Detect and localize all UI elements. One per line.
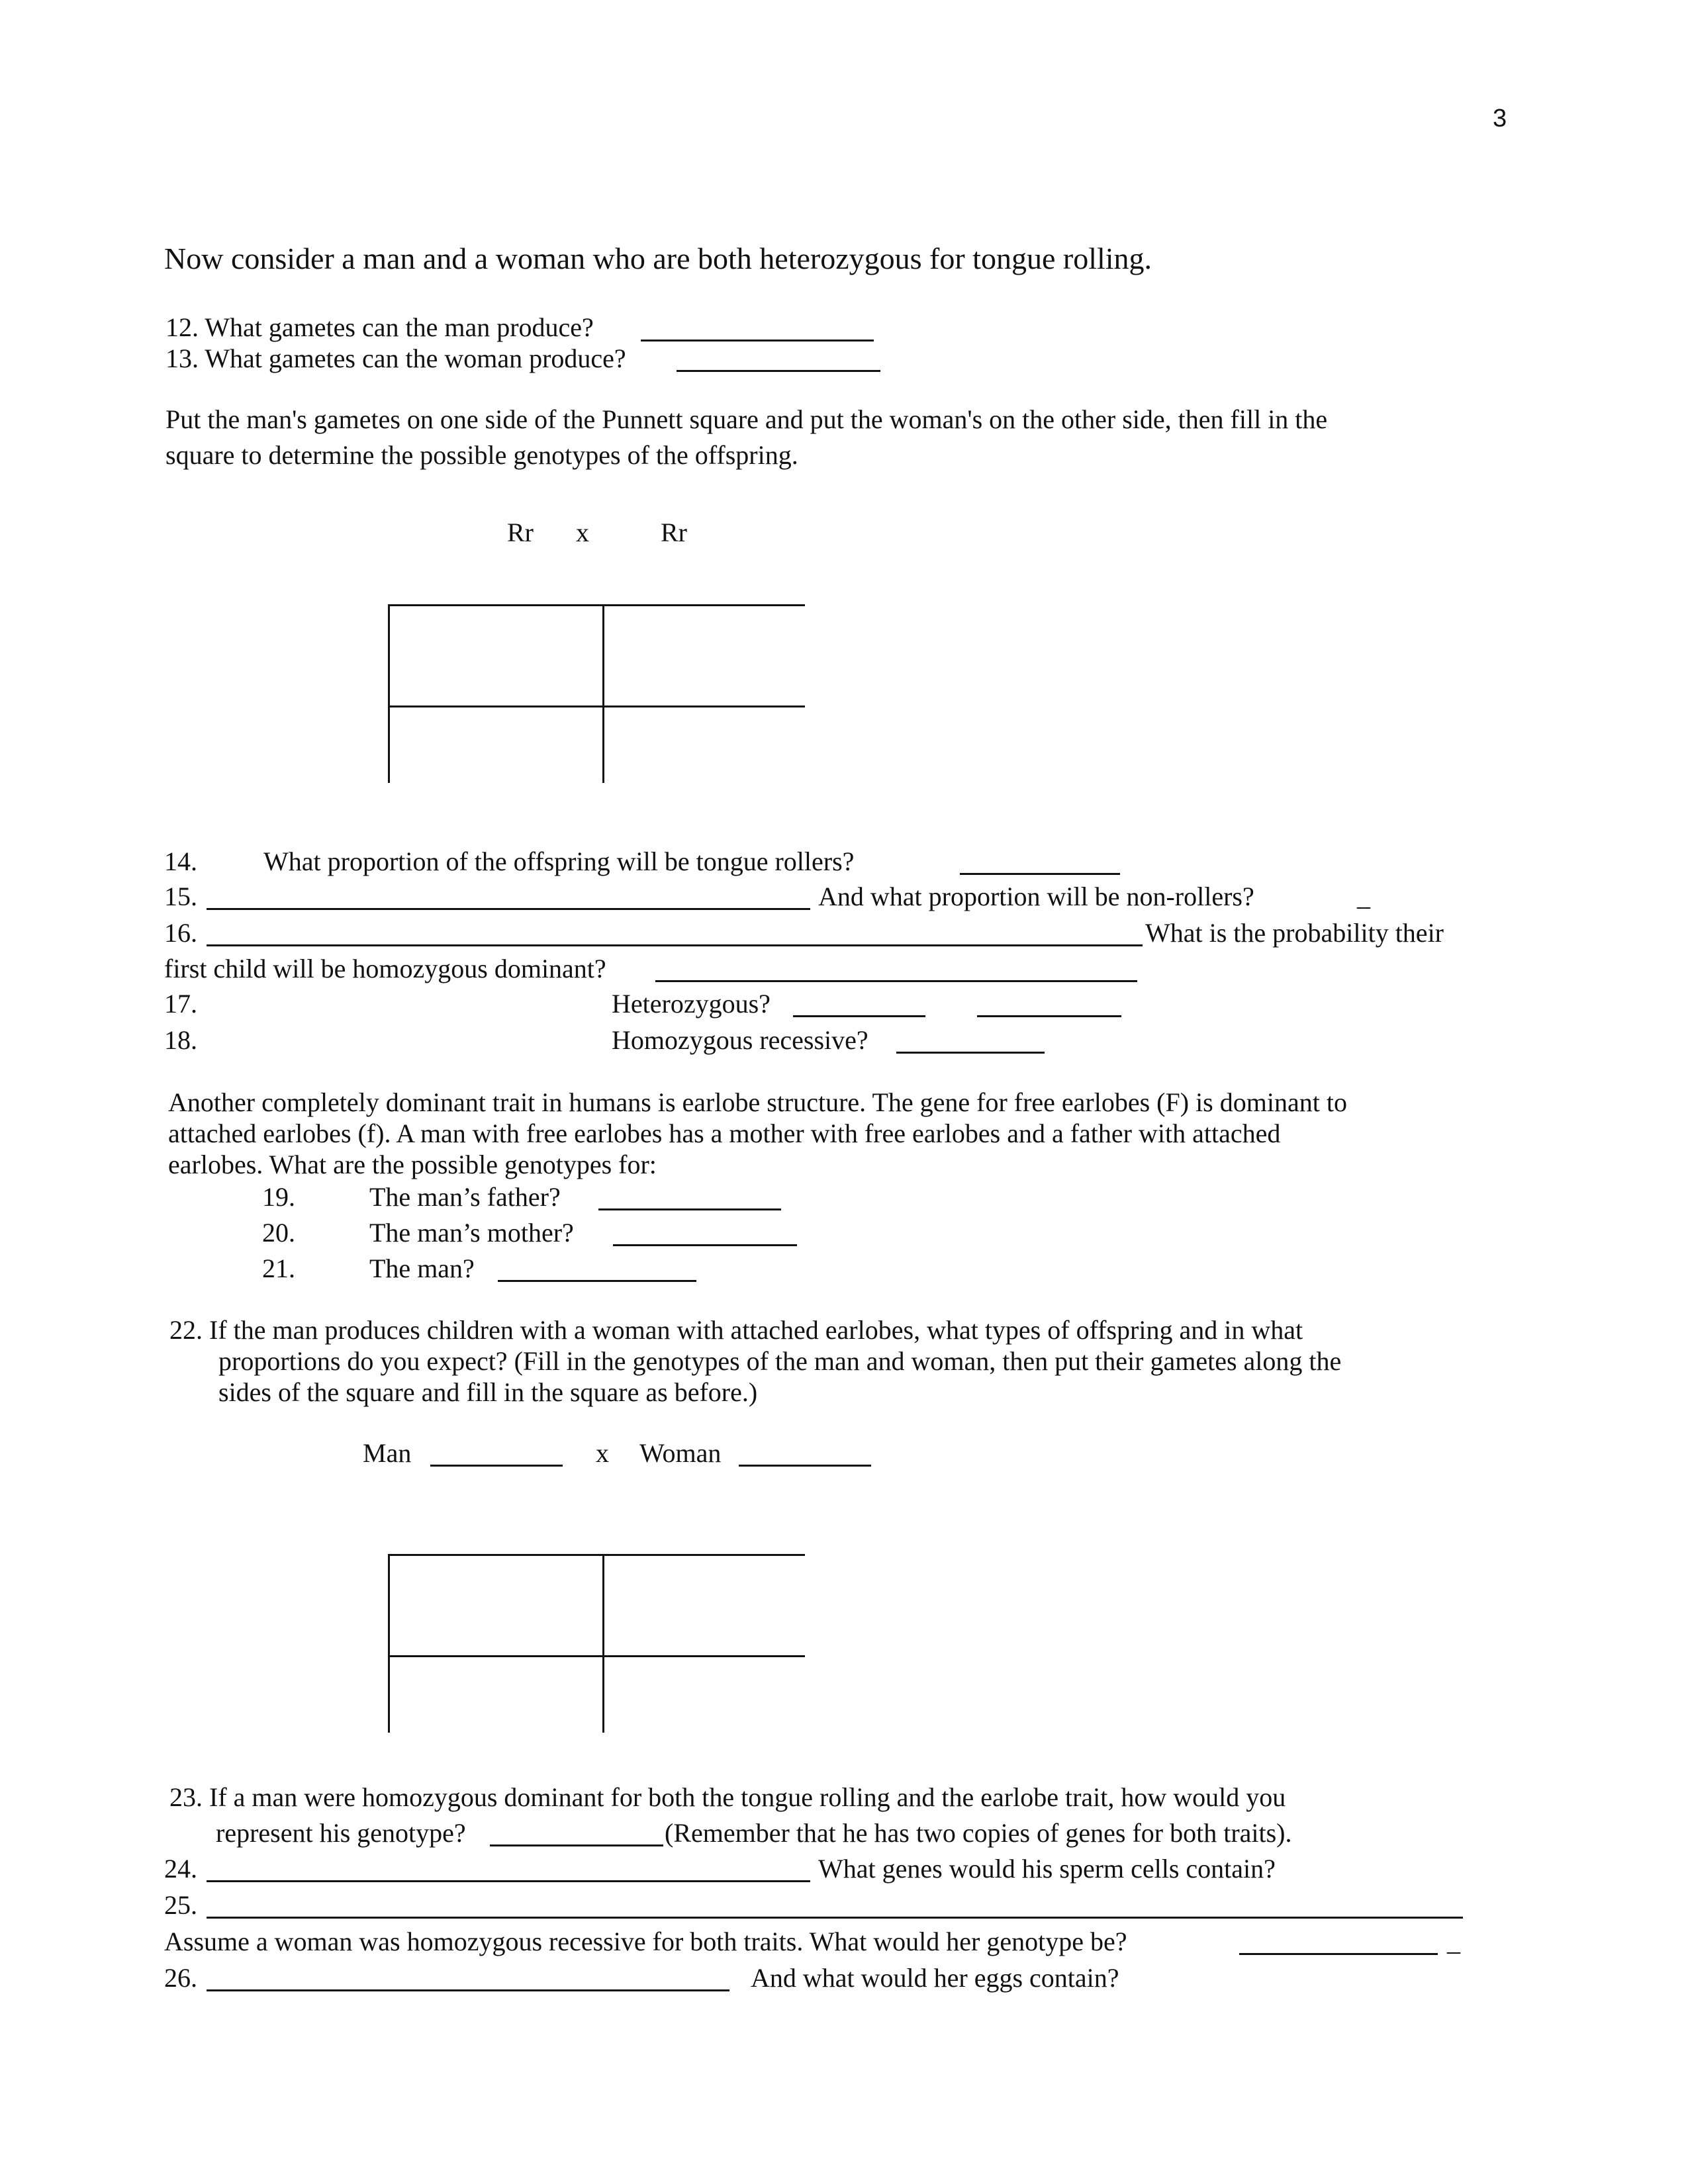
q17-answer-blank-2[interactable] (977, 1015, 1121, 1017)
q16-text: What is the probability their (1145, 918, 1444, 948)
q25-trailing-mark: _ (1447, 1927, 1460, 1956)
q19-number: 19. (262, 1182, 295, 1212)
page-number: 3 (1493, 105, 1507, 132)
q15-number: 15. (164, 882, 197, 911)
q12-text: 12. What gametes can the man produce? (165, 312, 594, 342)
punnett-square-2[interactable] (388, 1554, 805, 1733)
q15-answer-blank[interactable] (207, 908, 810, 910)
q20-text: The man’s mother? (369, 1218, 574, 1248)
q16-continuation: first child will be homozygous dominant? (164, 954, 606, 983)
q12-answer-blank[interactable] (641, 340, 874, 341)
q16-number: 16. (164, 918, 197, 948)
q16-answer-blank[interactable] (207, 944, 1143, 946)
q15-text: And what proportion will be non-rollers? (818, 882, 1254, 911)
q17-text: Heterozygous? (612, 989, 771, 1019)
instructions-line-1: Put the man's gametes on one side of the Punnett square and put the woman's on the other side, then fill in the (165, 404, 1328, 434)
woman-genotype-blank[interactable] (739, 1465, 871, 1467)
cross1-right-genotype: Rr (661, 518, 687, 547)
q26-answer-blank[interactable] (207, 1989, 729, 1991)
q23-line-2b: (Remember that he has two copies of genes for both traits). (665, 1818, 1292, 1848)
q16-cont-answer-blank[interactable] (655, 980, 1137, 982)
q14-number: 14. (164, 846, 197, 876)
q13-answer-blank[interactable] (677, 370, 880, 372)
q22-line-3: sides of the square and fill in the square as before.) (218, 1377, 758, 1407)
q21-answer-blank[interactable] (498, 1280, 696, 1282)
q22-line-2: proportions do you expect? (Fill in the genotypes of the man and woman, then put their gametes along the (218, 1346, 1342, 1376)
cross2-x: x (596, 1438, 609, 1468)
q21-number: 21. (262, 1253, 295, 1283)
intro-text: Now consider a man and a woman who are both heterozygous for tongue rolling. (164, 242, 1152, 275)
cross2-woman-label: Woman (639, 1438, 722, 1468)
q14-text: What proportion of the offspring will be tongue rollers? (263, 846, 855, 876)
q19-text: The man’s father? (369, 1182, 561, 1212)
q21-text: The man? (369, 1253, 475, 1283)
q25-genotype-blank[interactable] (1239, 1953, 1438, 1955)
q18-answer-blank[interactable] (896, 1052, 1045, 1054)
q23-line-1: 23. If a man were homozygous dominant for both the tongue rolling and the earlobe trait, how would you (169, 1782, 1286, 1812)
q18-text: Homozygous recessive? (612, 1025, 868, 1055)
cross1-x: x (576, 518, 589, 547)
punnett-square-1[interactable] (388, 604, 805, 783)
cross1-left-genotype: Rr (507, 518, 534, 547)
earlobe-line-1: Another completely dominant trait in humans is earlobe structure. The gene for free earlobes (F) is dominant to (168, 1087, 1347, 1117)
q17-number: 17. (164, 989, 197, 1019)
q24-answer-blank[interactable] (207, 1880, 810, 1882)
q24-number: 24. (164, 1854, 197, 1884)
q19-answer-blank[interactable] (598, 1208, 781, 1210)
q17-answer-blank-1[interactable] (793, 1015, 925, 1017)
q18-number: 18. (164, 1025, 197, 1055)
q24-text: What genes would his sperm cells contain? (818, 1854, 1276, 1884)
q20-answer-blank[interactable] (613, 1244, 797, 1246)
q15-trailing-mark: _ (1357, 882, 1370, 911)
earlobe-line-3: earlobes. What are the possible genotypes for: (168, 1150, 657, 1179)
instructions-line-2: square to determine the possible genotypes of the offspring. (165, 440, 798, 470)
cross2-man-label: Man (363, 1438, 412, 1468)
q26-number: 26. (164, 1963, 197, 1993)
q22-line-1: 22. If the man produces children with a woman with attached earlobes, what types of offspring and in what (169, 1315, 1303, 1345)
q25-answer-blank[interactable] (207, 1917, 1463, 1919)
q25-question-text: Assume a woman was homozygous recessive for both traits. What would her genotype be? (164, 1927, 1127, 1956)
q20-number: 20. (262, 1218, 295, 1248)
q26-text: And what would her eggs contain? (751, 1963, 1119, 1993)
q23-answer-blank[interactable] (490, 1844, 663, 1846)
q23-line-2a: represent his genotype? (216, 1818, 466, 1848)
earlobe-line-2: attached earlobes (f). A man with free earlobes has a mother with free earlobes and a father with attached (168, 1118, 1281, 1148)
q14-answer-blank[interactable] (960, 873, 1120, 875)
man-genotype-blank[interactable] (430, 1465, 563, 1467)
q25-number: 25. (164, 1890, 197, 1920)
q13-text: 13. What gametes can the woman produce? (165, 343, 626, 373)
